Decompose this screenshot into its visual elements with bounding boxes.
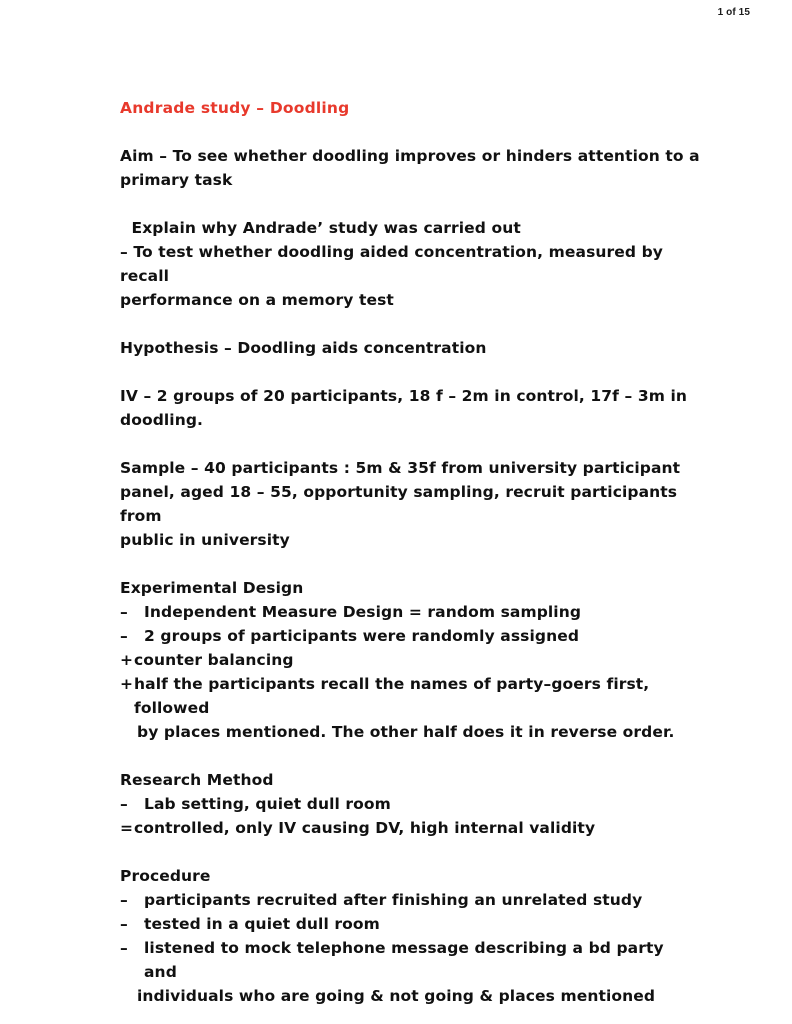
note-body bbox=[120, 96, 700, 1008]
list-item-text: Lab setting, quiet dull room bbox=[144, 795, 391, 813]
bullet-marker: + bbox=[120, 675, 133, 693]
explain-line-2: – To test whether doodling aided concentration, measured by recall bbox=[120, 243, 669, 285]
aim-line-2: primary task bbox=[120, 171, 233, 189]
iv-line-1: IV – 2 groups of 20 participants, 18 f – 2m in control, 17f – 3m in bbox=[120, 387, 688, 405]
list-item bbox=[120, 648, 700, 672]
list-item bbox=[120, 600, 700, 624]
bullet-marker: + bbox=[120, 651, 133, 669]
section-sample bbox=[120, 456, 700, 552]
section-explain bbox=[120, 216, 700, 312]
bullet-marker: – bbox=[120, 915, 128, 933]
section-iv bbox=[120, 384, 700, 432]
page-title: Andrade study – Doodling bbox=[120, 99, 350, 117]
section-experimental-design bbox=[120, 576, 700, 744]
list-item-text: participants recruited after finishing an unrelated study bbox=[144, 891, 643, 909]
bullet-marker: – bbox=[120, 627, 128, 645]
list-item-text: tested in a quiet dull room bbox=[144, 915, 380, 933]
list-item bbox=[120, 792, 700, 816]
list-item bbox=[120, 912, 700, 936]
bullet-marker: = bbox=[120, 819, 133, 837]
list-item-text: 2 groups of participants were randomly assigned bbox=[144, 627, 580, 645]
list-item-text: listened to mock telephone message describing a bd party and bbox=[144, 939, 670, 981]
hypothesis-line-1: Hypothesis – Doodling aids concentration bbox=[120, 339, 487, 357]
list-item-continuation: individuals who are going & not going & places mentioned bbox=[137, 987, 656, 1005]
list-item bbox=[120, 888, 700, 912]
bullet-marker: – bbox=[120, 795, 128, 813]
explain-line-3: performance on a memory test bbox=[120, 291, 394, 309]
bullet-marker: – bbox=[120, 891, 128, 909]
sample-line-3: public in university bbox=[120, 531, 290, 549]
section-hypothesis bbox=[120, 336, 700, 360]
explain-heading-line: Explain why Andrade’ study was carried out bbox=[126, 219, 521, 237]
section-aim bbox=[120, 144, 700, 192]
aim-line-1: Aim – To see whether doodling improves or hinders attention to a bbox=[120, 147, 700, 165]
list-item-continuation: by places mentioned. The other half does it in reverse order. bbox=[137, 723, 675, 741]
section-procedure bbox=[120, 864, 700, 1008]
sample-line-2: panel, aged 18 – 55, opportunity sampling, recruit participants from bbox=[120, 483, 683, 525]
research-method-heading: Research Method bbox=[120, 771, 274, 789]
bullet-marker: – bbox=[120, 603, 128, 621]
procedure-heading: Procedure bbox=[120, 867, 211, 885]
iv-line-2: doodling. bbox=[120, 411, 204, 429]
list-item-text: counter balancing bbox=[134, 651, 294, 669]
experimental-design-heading: Experimental Design bbox=[120, 579, 304, 597]
sample-line-1: Sample – 40 participants : 5m & 35f from university participant bbox=[120, 459, 681, 477]
bullet-marker: – bbox=[120, 939, 128, 957]
list-item bbox=[120, 672, 700, 720]
section-research-method bbox=[120, 768, 700, 840]
list-item bbox=[120, 816, 700, 840]
list-item-text: controlled, only IV causing DV, high internal validity bbox=[134, 819, 596, 837]
list-item-text: Independent Measure Design = random sampling bbox=[144, 603, 582, 621]
list-item bbox=[120, 624, 700, 648]
page-indicator: 1 of 15 bbox=[717, 7, 750, 18]
list-item-text: half the participants recall the names of party–goers first, followed bbox=[134, 675, 655, 717]
list-item bbox=[120, 936, 700, 984]
